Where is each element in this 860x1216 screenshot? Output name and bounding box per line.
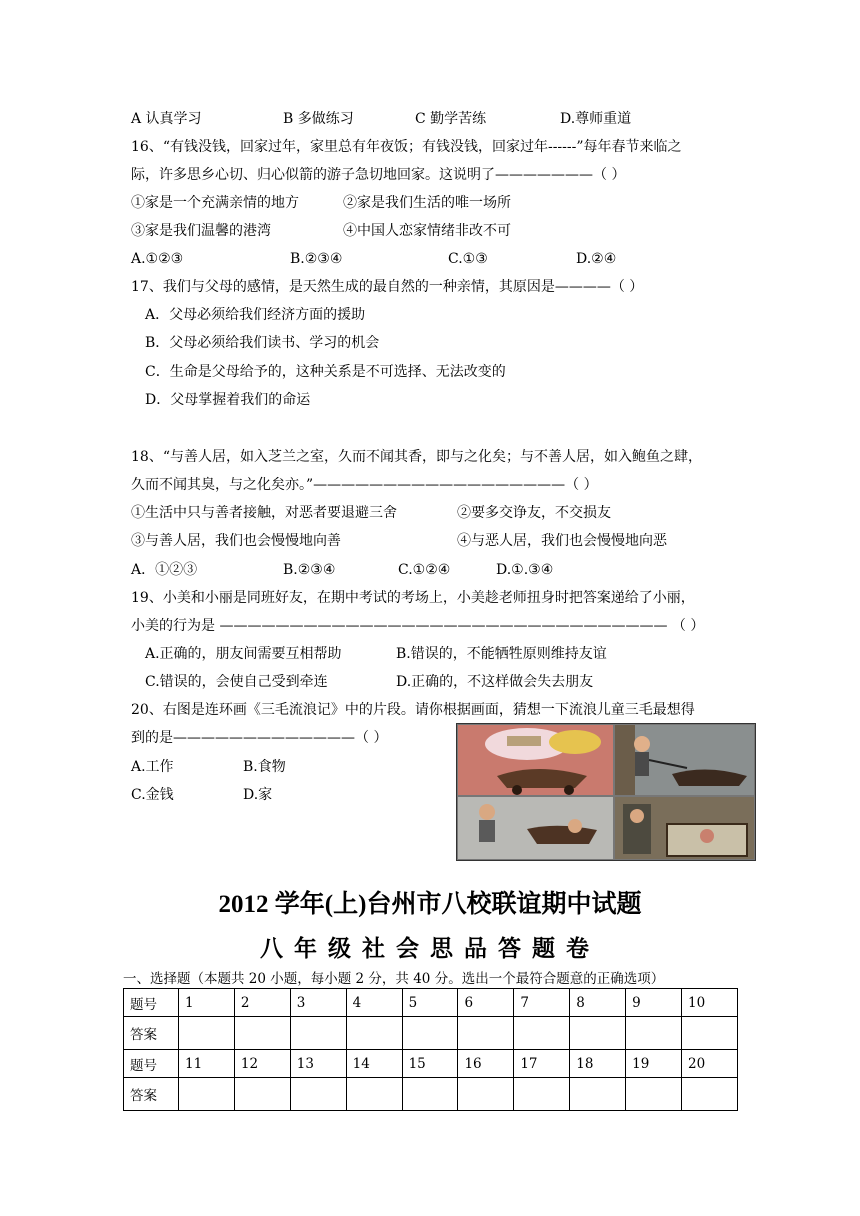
answer-cell[interactable] <box>682 1017 738 1050</box>
answer-cell[interactable] <box>626 1078 682 1111</box>
qno-label: 题号 <box>124 989 179 1017</box>
answer-cell[interactable] <box>234 1017 290 1050</box>
q16-option-c: C.①③ <box>448 251 488 267</box>
answer-label: 答案 <box>124 1078 179 1111</box>
section-heading: 一、选择题（本题共 20 小题，每小题 2 分，共 40 分。选出一个最符合题意的正确选项） <box>123 971 665 987</box>
answer-cell[interactable] <box>402 1017 458 1050</box>
qno-cell: 7 <box>514 989 570 1017</box>
table-row-answer-2 <box>124 1078 738 1111</box>
answer-cell[interactable] <box>458 1017 514 1050</box>
qno-cell: 20 <box>682 1050 738 1078</box>
answer-label: 答案 <box>124 1017 179 1050</box>
qno-cell: 8 <box>570 989 626 1017</box>
q16-item1: ①家是一个充满亲情的地方 <box>131 195 299 211</box>
qno-cell: 19 <box>626 1050 682 1078</box>
q20-option-a: A.工作 <box>131 759 174 775</box>
q17-option-b: B．父母必须给我们读书、学习的机会 <box>145 335 380 351</box>
table-row-qno-1 <box>124 989 738 1017</box>
q15-option-c: C 勤学苦练 <box>415 111 487 127</box>
qno-cell: 9 <box>626 989 682 1017</box>
table-row-qno-2 <box>124 1050 738 1078</box>
q17-stem: 17、我们与父母的感情，是天然生成的最自然的一种亲情，其原因是————（ ） <box>131 279 644 295</box>
answer-sheet-subtitle: 八年级社会思品答题卷 <box>260 936 600 961</box>
q15-option-d: D.尊师重道 <box>560 111 632 127</box>
q18-item4: ④与恶人居，我们也会慢慢地向恶 <box>457 533 667 549</box>
q20-stem-line2: 到的是—————————————（ ） <box>131 730 388 746</box>
q18-item2: ②要多交诤友，不交损友 <box>457 505 611 521</box>
q16-stem-line1: 16、“有钱没钱，回家过年，家里总有年夜饭；有钱没钱，回家过年------”每年春节来临之 <box>131 139 682 155</box>
q18-option-a: A．①②③ <box>131 562 198 578</box>
q16-item3: ③家是我们温馨的港湾 <box>131 223 271 239</box>
q18-option-b: B.②③④ <box>283 562 336 578</box>
q18-item3: ③与善人居，我们也会慢慢地向善 <box>131 533 341 549</box>
answer-cell[interactable] <box>234 1078 290 1111</box>
q19-stem-line1: 19、小美和小丽是同班好友，在期中考试的考场上，小美趁老师扭身时把答案递给了小丽， <box>131 590 695 606</box>
q16-item2: ②家是我们生活的唯一场所 <box>343 195 511 211</box>
answer-table <box>123 988 738 1111</box>
q20-option-c: C.金钱 <box>131 787 174 803</box>
qno-cell: 14 <box>346 1050 402 1078</box>
answer-cell[interactable] <box>179 1017 235 1050</box>
answer-cell[interactable] <box>514 1017 570 1050</box>
q19-option-d: D.正确的，不这样做会失去朋友 <box>396 674 594 690</box>
qno-label: 题号 <box>124 1050 179 1078</box>
qno-cell: 11 <box>179 1050 235 1078</box>
qno-cell: 13 <box>290 1050 346 1078</box>
q18-item1: ①生活中只与善者接触，对恶者要退避三舍 <box>131 505 397 521</box>
answer-sheet-title: 2012 学年(上)台州市八校联谊期中试题 <box>218 891 642 918</box>
qno-cell: 16 <box>458 1050 514 1078</box>
answer-cell[interactable] <box>570 1017 626 1050</box>
q20-stem-line1: 20、右图是连环画《三毛流浪记》中的片段。请你根据画面，猜想一下流浪儿童三毛最想得 <box>131 702 695 718</box>
q16-item4: ④中国人恋家情绪非改不可 <box>343 223 511 239</box>
q19-option-a: A.正确的，朋友间需要互相帮助 <box>145 646 342 662</box>
answer-cell[interactable] <box>346 1017 402 1050</box>
qno-cell: 18 <box>570 1050 626 1078</box>
answer-cell[interactable] <box>626 1017 682 1050</box>
q15-option-b: B 多做练习 <box>283 111 354 127</box>
answer-cell[interactable] <box>346 1078 402 1111</box>
q16-option-a: A.①②③ <box>131 251 184 267</box>
comic-panels-illustration <box>457 724 755 860</box>
sanmao-comic-image <box>456 723 756 861</box>
qno-cell: 2 <box>234 989 290 1017</box>
q17-option-a: A．父母必须给我们经济方面的援助 <box>145 307 366 323</box>
qno-cell: 12 <box>234 1050 290 1078</box>
q19-option-b: B.错误的，不能牺牲原则维持友谊 <box>396 646 607 662</box>
answer-cell[interactable] <box>514 1078 570 1111</box>
q18-stem-line2: 久而不闻其臭，与之化矣亦。”——————————————————（ ） <box>131 477 598 493</box>
table-row-answer-1 <box>124 1017 738 1050</box>
q15-option-a: A 认真学习 <box>131 111 202 127</box>
qno-cell: 3 <box>290 989 346 1017</box>
q16-stem-line2: 际，许多思乡心切、归心似箭的游子急切地回家。这说明了———————（ ） <box>131 167 626 183</box>
qno-cell: 10 <box>682 989 738 1017</box>
qno-cell: 4 <box>346 989 402 1017</box>
answer-cell[interactable] <box>290 1078 346 1111</box>
q20-option-b: B.食物 <box>243 759 286 775</box>
answer-cell[interactable] <box>290 1017 346 1050</box>
qno-cell: 1 <box>179 989 235 1017</box>
answer-cell[interactable] <box>570 1078 626 1111</box>
q18-stem-line1: 18、“与善人居，如入芝兰之室，久而不闻其香，即与之化矣；与不善人居，如入鲍鱼之肆， <box>131 449 702 465</box>
qno-cell: 15 <box>402 1050 458 1078</box>
answer-cell[interactable] <box>458 1078 514 1111</box>
answer-cell[interactable] <box>682 1078 738 1111</box>
qno-cell: 17 <box>514 1050 570 1078</box>
qno-cell: 5 <box>402 989 458 1017</box>
q16-option-b: B.②③④ <box>290 251 343 267</box>
q17-option-d: D．父母掌握着我们的命运 <box>145 392 311 408</box>
answer-cell[interactable] <box>402 1078 458 1111</box>
q18-option-d: D.①.③④ <box>496 562 554 578</box>
q20-option-d: D.家 <box>243 787 273 803</box>
qno-cell: 6 <box>458 989 514 1017</box>
answer-cell[interactable] <box>179 1078 235 1111</box>
q18-option-c: C.①②④ <box>398 562 451 578</box>
q16-option-d: D.②④ <box>576 251 617 267</box>
q17-option-c: C．生命是父母给予的，这种关系是不可选择、无法改变的 <box>145 364 506 380</box>
q19-stem-line2: 小美的行为是 ———————————————————————————————— （ ） <box>131 618 705 634</box>
q19-option-c: C.错误的，会使自己受到牵连 <box>145 674 328 690</box>
